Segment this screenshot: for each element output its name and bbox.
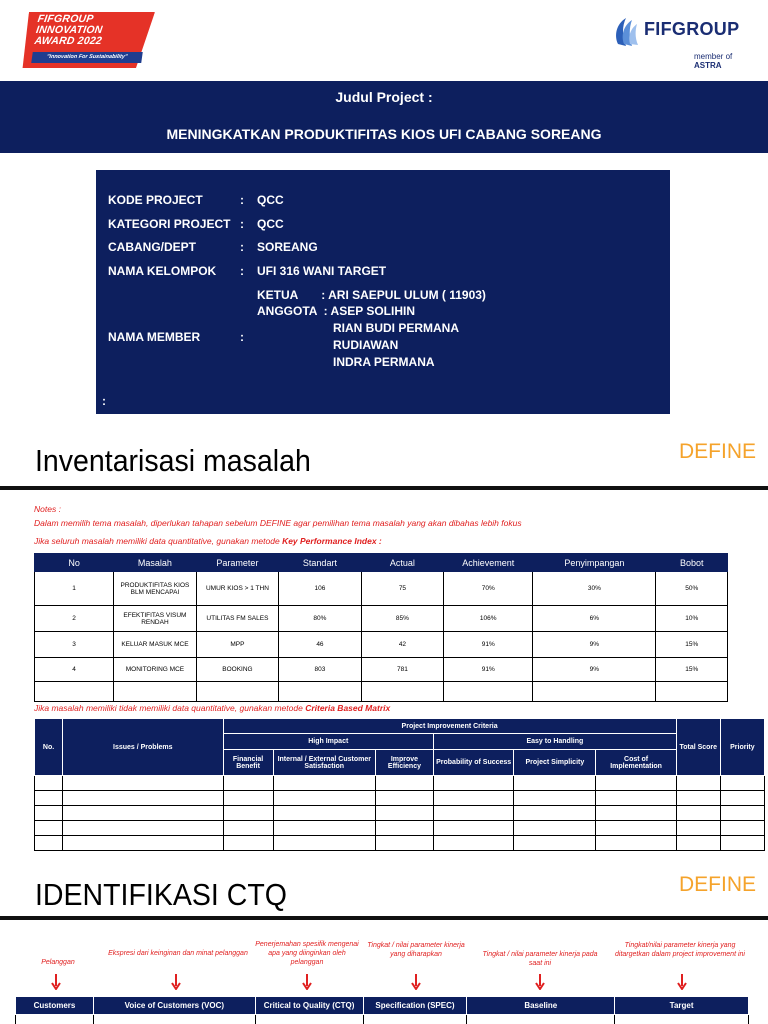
colon: :: [240, 217, 244, 231]
award-title: [34, 14, 106, 47]
table-cell: 10%: [656, 606, 728, 632]
table-cell: 75: [361, 572, 444, 606]
table-row: [35, 658, 728, 682]
table-cell: 9%: [533, 658, 656, 682]
project-title-label: Judul Project :: [335, 89, 433, 105]
table-cell: UMUR KIOS > 1 THN: [196, 572, 279, 606]
fifgroup-logo-icon: [612, 14, 640, 50]
table-cell: PRODUKTIFITAS KIOS BLM MENCAPAI: [114, 572, 197, 606]
member-3: RUDIAWAN: [333, 338, 399, 352]
arrow-down-icon: [50, 974, 62, 990]
kpi-header-parameter: Parameter: [196, 554, 279, 572]
table-cell: 106: [279, 572, 362, 606]
matrix-header-total: Total Score: [676, 719, 720, 776]
kpi-header-actual: Actual: [361, 554, 444, 572]
table-row: [35, 806, 765, 821]
arrow-down-icon: [170, 974, 182, 990]
table-cell: 15%: [656, 632, 728, 658]
award-line-2: INNOVATION: [35, 24, 104, 36]
define-tag: DEFINE: [678, 873, 756, 896]
award-line-3: AWARD 2022: [33, 35, 103, 47]
table-cell: UTILITAS FM SALES: [196, 606, 279, 632]
notes-cbm-method: Criteria Based Matrix: [305, 703, 391, 713]
section-title-ctq: IDENTIFIKASI CTQ: [35, 877, 287, 912]
member-2: RIAN BUDI PERMANA: [333, 321, 459, 335]
kpi-header-no: No: [35, 554, 114, 572]
ctq-label-ctq: Penerjemahan spesifik mengenai apa yang diinginkan oleh pelanggan: [255, 941, 359, 966]
table-cell: 2: [35, 606, 114, 632]
table-cell: 91%: [444, 658, 533, 682]
matrix-header-easy: Easy to Handling: [434, 734, 677, 750]
table-cell: MONITORING MCE: [114, 658, 197, 682]
arrow-down-icon: [534, 974, 546, 990]
kpi-header-penyimpangan: Penyimpangan: [533, 554, 656, 572]
table-cell: 85%: [361, 606, 444, 632]
matrix-sub-financial: Financial Benefit: [223, 750, 273, 776]
notes-kpi-method: Key Performance Index :: [282, 536, 382, 546]
matrix-header-issues: Issues / Problems: [63, 719, 223, 776]
colon: :: [240, 264, 244, 278]
table-cell: 4: [35, 658, 114, 682]
table-row: [35, 632, 728, 658]
kode-project-value: QCC: [257, 193, 284, 207]
table-row: [35, 572, 728, 606]
ctq-label-customers: Pelanggan: [41, 959, 75, 966]
table-cell: 91%: [444, 632, 533, 658]
section-divider: [0, 486, 768, 490]
define-tag: DEFINE: [678, 440, 756, 463]
award-line-1: FIFGROUP: [36, 13, 95, 25]
ctq-label-voc: Ekspresi dari keinginan dan minat pelanggan: [108, 950, 248, 957]
cabang-dept-value: SOREANG: [257, 240, 318, 254]
cabang-dept-label: CABANG/DEPT: [108, 240, 197, 254]
ctq-label-target: Tingkat/nilai parameter kinerja yang ditargetkan dalam project improvement ini: [615, 942, 745, 958]
matrix-header-criteria: Project Improvement Criteria: [223, 719, 676, 734]
colon: :: [240, 330, 244, 344]
arrow-down-icon: [410, 974, 422, 990]
notes-cbm-text: Jika masalah memiliki tidak memiliki data quantitative, gunakan metode: [34, 703, 306, 713]
kode-project-label: KODE PROJECT: [108, 193, 203, 207]
member-of-astra: [694, 52, 752, 70]
notes-heading: Notes :: [34, 504, 61, 514]
project-title: MENINGKATKAN PRODUKTIFITAS KIOS UFI CABANG SOREANG: [166, 126, 602, 142]
trailing-colon: :: [102, 394, 106, 408]
arrow-down-icon: [676, 974, 688, 990]
table-cell: EFEKTIFITAS VISUM RENDAH: [114, 606, 197, 632]
table-cell: 15%: [656, 658, 728, 682]
arrow-down-icon: [301, 974, 313, 990]
notes-cbm-line: [34, 703, 390, 713]
section-title-inventarisasi: Inventarisasi masalah: [35, 443, 311, 478]
table-row: [35, 836, 765, 851]
notes-line: Dalam memilih tema masalah, diperlukan tahapan sebelum DEFINE agar pemilihan tema masalah yang akan dibahas lebih fokus: [34, 518, 522, 528]
kpi-header-standart: Standart: [279, 554, 362, 572]
table-cell: 46: [279, 632, 362, 658]
kpi-table-header: [35, 554, 728, 572]
table-cell: 781: [361, 658, 444, 682]
table-cell: MPP: [196, 632, 279, 658]
matrix-sub-efficiency: Improve Efficiency: [375, 750, 433, 776]
ketua: KETUA : ARI SAEPUL ULUM ( 11903): [257, 288, 486, 302]
notes-kpi-text: Jika seluruh masalah memiliki data quantitative, gunakan metode: [34, 536, 283, 546]
kategori-project-label: KATEGORI PROJECT: [108, 217, 231, 231]
table-cell: KELUAR MASUK MCE: [114, 632, 197, 658]
fifgroup-logo-text: FIFGROUP: [644, 19, 740, 39]
table-cell: 50%: [656, 572, 728, 606]
table-cell: 70%: [444, 572, 533, 606]
table-cell: BOOKING: [196, 658, 279, 682]
matrix-header-no: No.: [35, 719, 63, 776]
ctq-header-spec: Specification (SPEC): [363, 997, 467, 1015]
award-badge: [22, 12, 148, 68]
table-cell: 106%: [444, 606, 533, 632]
kpi-header-bobot: Bobot: [656, 554, 728, 572]
colon: :: [240, 193, 244, 207]
kpi-header-achievement: Achievement: [444, 554, 533, 572]
matrix-sub-cost: Cost of Implementation: [596, 750, 676, 776]
table-cell: 42: [361, 632, 444, 658]
ctq-table: [15, 996, 749, 1024]
fifgroup-logo: [612, 14, 752, 70]
table-row: [35, 821, 765, 836]
anggota: ANGGOTA : ASEP SOLIHIN: [257, 304, 416, 318]
table-cell: 803: [279, 658, 362, 682]
ctq-header-customers: Customers: [16, 997, 94, 1015]
table-row-empty: [35, 682, 728, 702]
matrix-header-priority: Priority: [720, 719, 764, 776]
award-tagline: "Innovation For Sustainability": [31, 52, 143, 63]
table-row: [35, 606, 728, 632]
member-4: INDRA PERMANA: [333, 355, 435, 369]
table-row: [16, 1015, 749, 1024]
table-row: [35, 776, 765, 791]
kpi-table: [34, 553, 728, 702]
table-cell: 6%: [533, 606, 656, 632]
ctq-header-baseline: Baseline: [467, 997, 615, 1015]
criteria-matrix-table: [34, 718, 765, 851]
ctq-header-target: Target: [615, 997, 749, 1015]
nama-kelompok-value: UFI 316 WANI TARGET: [257, 264, 387, 278]
matrix-sub-simplicity: Project Simplicity: [514, 750, 596, 776]
matrix-sub-probability: Probability of Success: [434, 750, 514, 776]
matrix-sub-satisfaction: Internal / External Customer Satisfaction: [273, 750, 375, 776]
project-title-band: [0, 81, 768, 153]
ctq-label-spec: Tingkat / nilai parameter kinerja yang diharapkan: [367, 942, 465, 958]
table-cell: 1: [35, 572, 114, 606]
nama-kelompok-label: NAMA KELOMPOK: [108, 264, 217, 278]
kategori-project-value: QCC: [257, 217, 284, 231]
kpi-header-masalah: Masalah: [114, 554, 197, 572]
nama-member-label: NAMA MEMBER: [108, 330, 201, 344]
notes-kpi-line: [34, 536, 382, 546]
section-divider: [0, 916, 768, 920]
table-row: [35, 791, 765, 806]
colon: :: [240, 240, 244, 254]
table-cell: 9%: [533, 632, 656, 658]
matrix-header-high-impact: High Impact: [223, 734, 434, 750]
table-cell: 30%: [533, 572, 656, 606]
project-info-box: [96, 170, 670, 414]
ctq-header-voc: Voice of Customers (VOC): [93, 997, 255, 1015]
member-prefix: member of: [694, 52, 733, 61]
table-cell: 3: [35, 632, 114, 658]
member-brand: ASTRA: [694, 61, 722, 70]
ctq-label-baseline: Tingkat / nilai parameter kinerja pada saat ini: [482, 951, 598, 967]
ctq-header-ctq: Critical to Quality (CTQ): [255, 997, 363, 1015]
table-cell: 80%: [279, 606, 362, 632]
